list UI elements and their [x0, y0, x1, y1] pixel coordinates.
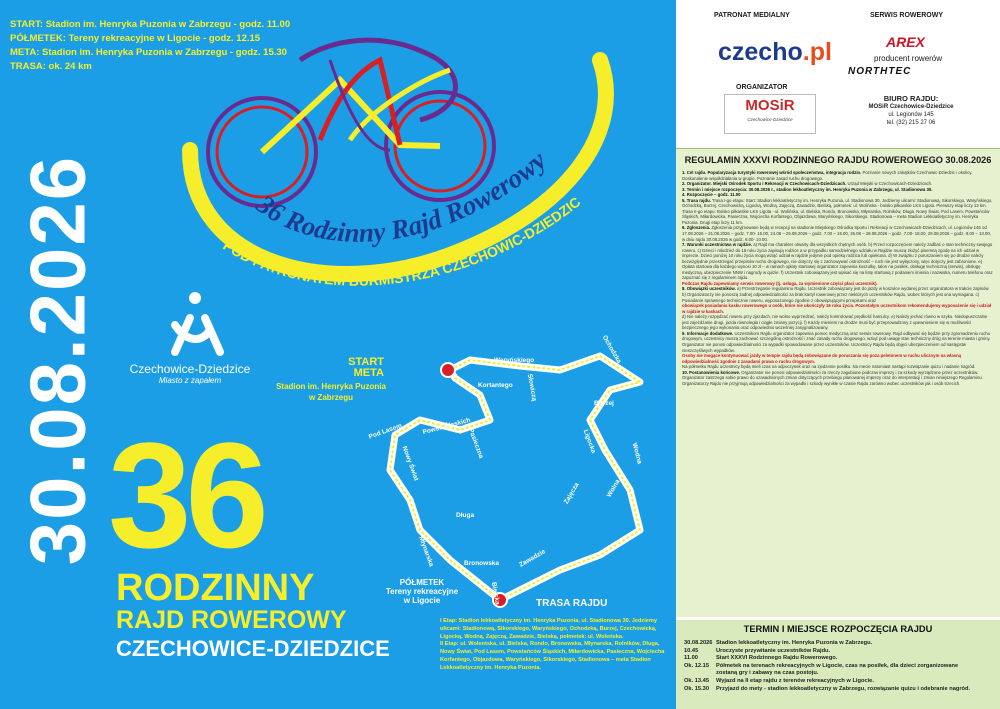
start-marker — [441, 363, 455, 377]
arex-tagline: producent rowerów — [874, 54, 943, 63]
regulamin-text: Organizator nie ponosi odpowiedzialności za rzeczy zagubione podczas imprezy i za szkody wyrządzone przez uczestników. Organizator zastrzega sobie prawo do uzasadnionych zmian dotyczących przebiegu planowanej imprezy oraz do interpretacji i zmian niniejszego Regulaminu. Organizatorzy Rajdu nie przyjmują odpowiedzialności za wypadki i szkody wynikłe w czasie Rajdu zarówno wobec uczestników jak i osób trzecich. — [682, 369, 983, 386]
regulamin-highlight: Podczas Rajdu zapewniamy serwis rowerowy (tj. usługa, za wymienione części płaci uczestnik). — [682, 280, 878, 286]
info-trasa: TRASA: ok. 24 km — [10, 61, 92, 72]
regulamin-text: Trasa I-go etapu: Start: Stadion lekkoatletyczny im. Henryka Puzonia, ul. Stadionowa 30. Jedziemy ulicami: Stadionową, Sikorskiego, Waryńskiego, Ochodzką, Burzej, Czechowicką, Ligocką, Wodną, Zajęczą, Zawadzie, Bielską, połmetek: ul. Wolińska - boisko piłkarskie LKS Ligota. Pierwszy etap liczy 13 km. Trasa II-go etapu: Boisko piłkarskie LKS Ligota - ul. Wolińska, ul. Bielska, Rondo, Bronowska, Młynarska, Rolników, Długa, Nowy Świat, Pod Lasem, Powstańców Śląskich, Miłardowicka, Pasieczna, Wojciecha Korfantego, Objazdowa, Waryńskiego, Sikorskiego, Stadionowa – meta Stadion Lekkoatletyczny im. Henryka Puzonia. Drugi etap liczy 11 km. — [682, 197, 993, 225]
schedule-time: 30.08.2026 — [684, 640, 713, 646]
biuro-line: tel. (32) 215 27 06 — [886, 120, 936, 126]
schedule-row — [684, 640, 996, 648]
regulamin-heading: 9. Informacje dodatkowe. — [682, 330, 734, 336]
schedule-row — [684, 686, 996, 694]
street-label: Długa — [456, 512, 475, 519]
regulamin-text: a) Przestrzeganie regulaminu Rajdu. Uczestnik zobowiązany jest do jazdy w koszulce wydanej przez organizatora w trakcie zapisów. b) Organizatorzy nie ponoszą żadnej odpowiedzialności za brak kartyl rowerowej przez niektórych uczestników Rajdu, wobec których jest ona wymagana. c) Posiadanie sprawnego technicznie roweru, wyposażonego zgodnie z obowiązującymi przepisami oraz — [682, 286, 990, 303]
regulamin-paragraph — [682, 303, 994, 314]
mosir-logo-text: MOSiR — [745, 97, 795, 114]
mosir-logo-sub: Czechowice-Dziedzice — [747, 117, 793, 122]
regulamin-heading: 10. Postanowienia końcowe. — [682, 369, 741, 375]
schedule-text: Przyjazd do mety - stadion lekkoatletyczny w Zabrzegu, rozwiązanie quizu i odebranie nagród. — [716, 685, 971, 692]
map-trasa-label: TRASA RAJDU — [536, 598, 608, 609]
biuro-line: ul. Legionów 145 — [888, 112, 934, 118]
street-label: Bronowska — [464, 560, 500, 567]
regulamin-paragraph — [682, 170, 994, 181]
city-logo-tagline: Miasto z zapałem — [158, 376, 222, 385]
street-label: Kortantego — [478, 382, 513, 389]
regulamin-text: Uczestnikom Rajdu organizator zapewnia pomoc medyczną oraz serwis rowerowy. Rajd odbywać się będzie przy zgromadzeniu ruchu drogowym, uczestnicy muszą zachować szczególną ostrożność i znać zasady ruchu drogowego, wziąć pod uwagę stan techniczny dróg na terenie miasta i gminy. Organizator nie ponosi odpowiedzialności za wypadki spowodowane przez uczestników. Uczestnicy Rajdu będą objęci ubezpieczeniem od następstw nieszczęśliwych wypadków. — [682, 330, 991, 353]
czecho-logo-tld: .pl — [802, 38, 832, 66]
regulamin-heading: 7. Warunki uczestnictwa w rajdzie. — [682, 242, 753, 248]
street-label: Pod Lasem — [367, 422, 403, 441]
czecho-logo-text: czecho — [718, 38, 803, 66]
regulamin-heading: 2. Organizator. Miejski Ośrodek Sportu i Rekreacji w Czechowicach-Dziedzicach. — [682, 181, 847, 187]
regulamin-paragraph — [682, 225, 994, 242]
title-line1: RODZINNY — [116, 567, 315, 609]
schedule-text: Wyjazd na II etap rajdu z terenów rekreacyjnych w Ligocie. — [716, 677, 874, 684]
schedule-row — [684, 670, 996, 678]
street-label: Waryńskiego — [494, 357, 535, 364]
regulamin-body — [682, 170, 994, 610]
czecho-logo — [718, 38, 832, 67]
street-label: Burzej — [594, 400, 614, 407]
biuro-line: MOSiR Czechowice-Dziedzice — [868, 104, 954, 110]
street-label: Powst. Śląskich — [421, 416, 472, 437]
schedule-time: Ok. 12.15 — [684, 662, 709, 669]
info-polmetek: PÓŁMETEK: Tereny rekreacyjne w Ligocie - godz. 12.15 — [10, 33, 261, 44]
schedule — [684, 640, 996, 693]
street-label: Młynarska — [417, 535, 435, 568]
regulamin-heading: 1. Cel rajdu. Popularyzacja turystyki rowerowej wśród społeczeństwa, integracja rodzin. — [682, 170, 862, 175]
poster-right — [676, 0, 1000, 709]
regulamin-highlight: obowiązek posiadania kasku rowerowego u osób, które nie ukończyły 16 roku życia. Pozostałym uczestnikom rekomendujemy wyposażenie się i udział w rajdzie w kaskach. — [682, 303, 992, 314]
termin-title: TERMIN I MIEJSCE ROZPOCZĘCIA RAJDU — [743, 624, 933, 634]
regulamin-text: Zgłoszenia przyjmowane będą w recepcji na stadionie Miejskiego Ośrodka Sportu i Rekreacji w Czechowicach-Dziedzicach, ul. Legionów 145 od 17.08.2026 – 21.08.2026 – godz. 7.00- 15.00, 24.08 – 25.08.2026 – godz. 7.00 – 15.00, 26.08 – 28.08.2026 – godz. 7.00- 18.00, 29.08.2026 – godz. 9.00 – 13.00, w dniu rajdu 30.08.2026 w godz. 8.00- 10.00. — [682, 225, 991, 242]
regulamin-paragraph — [682, 198, 994, 226]
serwis-heading: SERWIS ROWEROWY — [870, 12, 943, 19]
regulamin-heading: 8. Obowiązki uczestników. — [682, 286, 736, 292]
city-logo-name: Czechowice-Dziedzice — [129, 362, 251, 376]
schedule-text: Uroczyste przywitanie uczestników Rajdu. — [716, 647, 831, 654]
info-meta: META: Stadion im. Henryka Puzonia w Zabrzegu - godz. 15.30 — [10, 47, 287, 58]
schedule-text: Start XXXVI Rodzinnego Rajdu Rowerowego. — [716, 655, 838, 662]
street-label: Zawadzie — [518, 548, 547, 569]
edition-number: 36 — [108, 411, 263, 579]
schedule-row — [684, 678, 996, 686]
map-start-sub: Stadion im. Henryka Puzonia w Zabrzegu — [276, 382, 386, 402]
schedule-time — [684, 670, 716, 678]
schedule-text: zostaną gry i zabawy na czas postoju. — [716, 670, 819, 677]
regulamin-paragraph — [682, 370, 994, 387]
regulamin-paragraph — [682, 242, 994, 281]
title-line3: CZECHOWICE-DZIEDZICE — [116, 636, 390, 661]
regulamin-heading: 5. Trasa rajdu. — [682, 197, 711, 203]
organizator-heading: ORGANIZATOR — [736, 84, 788, 91]
street-label: Słowiczą — [525, 373, 538, 402]
mosir-logo — [724, 94, 816, 134]
schedule-time: Ok. 13.45 — [684, 677, 709, 684]
event-info — [10, 18, 290, 74]
regulamin-highlight: Osoby nie mogące kontynuować jazdy w tempie rajdu będą zobowiązane do poruszania się poza peletonem w ruchu ulicznym na własną odpowiedzialność zgodnie z zasadami prawa o ruchu drogowym. — [682, 353, 962, 364]
street-label: Bielska — [489, 581, 501, 606]
street-label: Ligocka — [581, 428, 597, 455]
northtec-logo: NORTHTEC — [848, 66, 912, 77]
street-label: Wolna — [605, 478, 622, 499]
street-label: Ochodzka — [600, 334, 623, 365]
schedule-time: Ok. 15.30 — [684, 685, 709, 692]
regulamin-heading: 3. Termin i miejsce rozpoczęcia: 30.08.2026 r., stadion lekkoatletyczny im. Henryka Puzonia w Zabrzegu, ul. Stadionowa 30. — [682, 186, 933, 192]
schedule-row — [684, 655, 996, 663]
schedule-row — [684, 648, 996, 656]
map-polmetek-label: PÓŁMETEK Tereny rekreacyjne w Ligocie — [385, 578, 459, 605]
schedule-time: 10.45 — [684, 647, 699, 654]
schedule-text: Półmetek na terenach rekreacyjnych w Ligocie, czas na posiłek, dla dzieci zorganizowane — [716, 662, 959, 669]
arc-patronat: POD PATRONATEM BURMISTRZA CZECHOWIC-DZIEDZIC — [220, 193, 584, 289]
regulamin-paragraph — [682, 286, 994, 303]
street-label: Pasieczna — [467, 427, 485, 460]
event-date-vertical: 30.08.2026 — [13, 154, 102, 566]
regulamin-paragraph — [682, 331, 994, 353]
regulamin-heading: 4. Rozpoczęcie – godz. 11.00 — [682, 192, 741, 198]
street-label: Wodna — [630, 442, 643, 465]
city-logo — [120, 358, 260, 385]
title-line2: RAJD ROWEROWY — [116, 606, 347, 634]
regulamin-text: d) Nie należy rozpędzać roweru przy zjazdach, nie wolno wyprzedzać, należy kontrolować prędkość hamulcy. e) Należy jechać równo w szyku. Niedopuszczalne jest zajeżdżanie drogi, jazda równoległa i ciągłe zmiany pozycji. f) Każdy mieniem na drodze musi być przeprowadzony z upewnieniem się w możliwości bezpiecznego jego wykonania oraz odpowiednio wcześniej zasygnalizowany. — [682, 314, 988, 331]
patronat-heading: PATRONAT MEDIALNY — [714, 12, 790, 19]
city-logo-figure — [175, 292, 220, 352]
biuro-rajdu — [856, 95, 966, 127]
schedule-time: 11.00 — [684, 655, 698, 662]
regulamin-text: Urząd Miejski w Czechowicach-Dziedzicach. — [846, 181, 933, 187]
schedule-text: Stadion lekkoatletyczny im. Henryka Puzonia w Zabrzegu. — [716, 640, 873, 646]
schedule-row — [684, 663, 996, 671]
arex-logo: AREX — [886, 34, 925, 50]
regulamin-title: REGULAMIN XXXVI RODZINNEGO RAJDU ROWEROWEGO 30.08.2026 — [684, 155, 992, 165]
info-start: START: Stadion im. Henryka Puzonia w Zabrzegu - godz. 11.00 — [10, 19, 291, 30]
street-label: Zajęcza — [562, 481, 581, 506]
regulamin-text: Poznanie nowych zakątków Czechowic-Dziedzic i okolicy. Doskonalenie współdziałania w grupie. Poznanie zasad ruchu drogowego. — [682, 170, 973, 181]
map-start-label: START META — [348, 356, 384, 379]
regulamin-heading: 6. Zgłoszenia. — [682, 225, 711, 231]
regulamin-text: a) Rajd ma charakter otwarty dla wszystkich chętnych osób. b) Przed rozpoczęciem należy zadbać o stan techniczny swojego roweru. c) Dzieci i młodzież do 18 roku życia zapisują rodzice a w przypadku samodzielnego udziału w Rajdzie muszą złożyć pisemną zgodę na ich udział w imprezie. Dzieci poniżej 10 roku życia mogą wziąć udział w rajdzie jedynie pod opieką rodzica lub opiekuna. d) W związku z poruszaniem się po drodze należy bezwzględnie przestrzegać przepisów ruchu drogowego, nie dotyczy się z zachowywać ostrożność – ruch nie jest wyłączony, więc dotyczy jest zabronione. e) Opłata startowa dla każdego wynosi 10 zł – w ramach opłaty startowej organizator zapewnia koszulkę, talon na posiłek, obsługę techniczną (serwis), obsługę medyczną, ubezpieczenie NNW i nagrody w quizie. f) Uczestnik zobowiązany jest wpisać się na listę startową z podaniem imienia i nazwiska, numeru telefonu oraz zapoznać się z regulaminem rajdu. — [682, 242, 993, 281]
biuro-title: BIURO RAJDU: — [883, 94, 939, 103]
regulamin-paragraph — [682, 353, 994, 364]
route-description: I Etap: Stadion lekkoatletyczny im. Henryka Puzonia, ul. Stadionowa 30. Jedziemy ulicami: Stadionową, Sikorskiego, Waryńskiego, Ochodzką, Burzej, Czechowicką, Ligocką, Wodną, Zajęczą, Zawadzie, Bielską, połmetek: ul. Woleńska. II Etap: ul. Wolentska, ul. Bielska, Rondo, Bronowska, Młynarska, Rolników, Długa, Nowy Świat, Pod Lasem, Powstańców Śląskich, Miłardowicka, Pasieczna, Wojciecha Korfantego, Objazdowa, Waryńskiego, Sikorskiego, Stadionowa – meta Stadion Lekkoatletyczny im. Henryka Puzonia. — [440, 618, 665, 671]
arc-title: 36 Rodzinny Rajd Rowerowy — [251, 144, 552, 248]
regulamin-paragraph — [682, 314, 994, 331]
regulamin-text: Na półmetku Rajdu uczestnicy będą mieli czas na odpoczynek oraz na zjedzenie posiłku. Na mecie natomiast nastąpi rozwiązanie quizu i nadanie nagród. — [682, 364, 976, 370]
street-label: Nowy Świat — [400, 445, 420, 482]
